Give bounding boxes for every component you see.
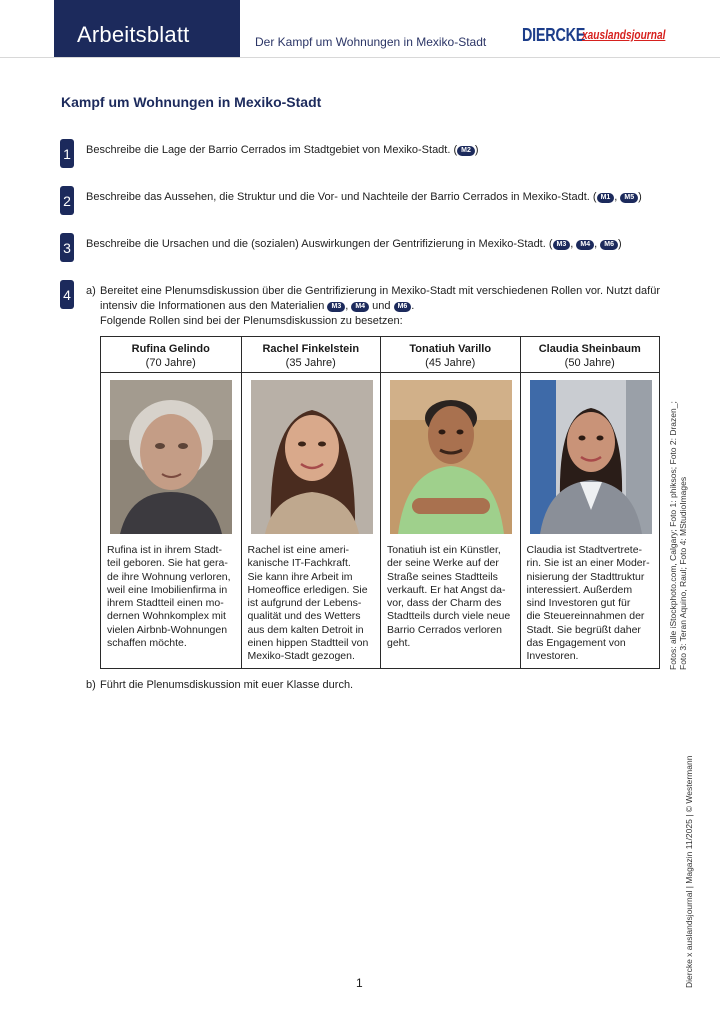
task-4b	[86, 679, 353, 691]
diercke-logo	[522, 25, 666, 47]
roles-table	[100, 336, 660, 669]
task-number-2: 2	[60, 186, 74, 215]
artist-man-photo	[390, 380, 512, 534]
material-badge: M1	[597, 193, 615, 203]
role-name: Claudia Sheinbaum	[538, 343, 641, 355]
role-name: Rachel Finkelstein	[262, 343, 360, 355]
role-name: Tonatiuh Varillo	[409, 343, 492, 355]
role-description: Claudia ist Stadtvertrete- rin. Sie ist an einer Moder- nisierung der Stadttruktur interessiert. Außerdem sind Investoren gut für die Steuereinnahmen der Stadt. Sie begrüßt daher das Engagement von Investoren.	[526, 544, 650, 663]
task-4a: a) Bereitet eine Plenumsdiskussion über die Gentrifizierung in Mexiko-Stadt mit verschiedenen Rollen vor. Nutzt dafür intensiv die Informationen aus den Materialien M3 , M4 und M6 . Folgende Rollen sind bei der Plenumsdiskussion zu besetzen:	[86, 285, 660, 327]
task-4b-text: Führt die Plenumsdiskussion mit euer Klasse durch.	[100, 679, 354, 691]
header-divider	[0, 57, 720, 58]
role-description: Rachel ist eine ameri- kanische IT-Fachkraft. Sie kann ihre Arbeit im Homeoffice erledigen. Sie ist aufgrund der Lebens- qualität und des Wetters aus dem kalten Detroit in einen hippen Stadtteil von Mexiko-Stadt gezogen.	[247, 544, 369, 663]
task-2-text: Beschreibe das Aussehen, die Struktur und die Vor- und Nachteile der Barrio Cerrados in Mexiko-Stadt.	[86, 191, 590, 203]
young-woman-photo	[251, 380, 373, 534]
publication-footer: Diercke x auslandsjournal | Magazin 11/2025 | © Westermann	[684, 755, 694, 988]
role-name: Rufina Gelindo	[131, 343, 210, 355]
task-2: Beschreibe das Aussehen, die Struktur und die Vor- und Nachteile der Barrio Cerrados in Mexiko-Stadt. ( M1 , M5 )	[86, 191, 642, 203]
task-3: Beschreibe die Ursachen und die (sozialen) Auswirkungen der Gentrifizierung in Mexiko-Stadt. ( M3 , M4 , M6 )	[86, 238, 622, 250]
role-card-claudia	[520, 337, 660, 668]
role-header	[521, 337, 660, 373]
material-badge: M2	[457, 146, 475, 156]
task-number-1: 1	[60, 139, 74, 168]
task-number-4: 4	[60, 280, 74, 309]
page-title: Kampf um Wohnungen in Mexiko-Stadt	[61, 94, 322, 110]
role-header	[101, 337, 241, 373]
role-age: (35 Jahre)	[285, 357, 336, 369]
material-badge: M3	[327, 302, 345, 312]
task-1: Beschreibe die Lage der Barrio Cerrados im Stadtgebiet von Mexiko-Stadt. ( M2 )	[86, 144, 479, 156]
role-age: (70 Jahre)	[145, 357, 196, 369]
photo-credit-line-1: Fotos: alle iStockphoto.com, Calgary; Foto 1: phiksos; Foto 2: Drazen_;	[668, 401, 678, 670]
role-description: Rufina ist in ihrem Stadt- teil geboren. Sie hat gera- de ihre Wohnung verloren, weil eine Imobilienfirma in ihrem Stadtteil einen mo- dernen Wohnkomplex mit vielen Airbnb-Wohnungen schaffen möchte.	[107, 544, 231, 650]
role-description: Tonatiuh ist ein Künstler, der seine Werke auf der Straße seines Stadtteils verkauft. Er hat Angst da- vor, dass der Charm des Stadtteils durch viele neue Barrio Cerrados verloren geht.	[387, 544, 511, 650]
role-header	[242, 337, 381, 373]
material-badge: M6	[600, 240, 618, 250]
task-3-text: Beschreibe die Ursachen und die (sozialen) Auswirkungen der Gentrifizierung in Mexiko-Stadt.	[86, 238, 546, 250]
header-band	[54, 0, 240, 57]
role-card-tonatiuh	[380, 337, 520, 668]
task-4a-roles-intro: Folgende Rollen sind bei der Plenumsdiskussion zu besetzen:	[100, 315, 403, 327]
material-badge: M5	[620, 193, 638, 203]
task-4a-and: und	[372, 300, 391, 312]
task-number-3: 3	[60, 233, 74, 262]
material-badge: M4	[576, 240, 594, 250]
header-subtitle: Der Kampf um Wohnungen in Mexiko-Stadt	[255, 35, 487, 49]
role-age: (50 Jahre)	[564, 357, 615, 369]
task-4b-label: b)	[86, 679, 96, 691]
task-4a-text: Bereitet eine Plenumsdiskussion über die Gentrifizierung in Mexiko-Stadt mit verschiedenen Rollen vor. Nutzt dafür intensiv die Informationen aus den Materialien	[100, 285, 660, 312]
page-number: 1	[356, 976, 363, 990]
photo-credit-line-2: Foto 3: Teran Aquino, Raul; Foto 4: MStudioImages	[678, 476, 688, 670]
worksheet-label: Arbeitsblatt	[77, 22, 190, 47]
role-header	[381, 337, 520, 373]
task-4a-label: a)	[86, 285, 96, 297]
task-1-text: Beschreibe die Lage der Barrio Cerrados im Stadtgebiet von Mexiko-Stadt.	[86, 144, 451, 156]
material-badge: M6	[394, 302, 412, 312]
material-badge: M3	[553, 240, 571, 250]
businesswoman-photo	[530, 380, 652, 534]
elderly-woman-photo	[110, 380, 232, 534]
material-badge: M4	[351, 302, 369, 312]
logo-auslandsjournal-text: xauslandsjournal	[582, 27, 666, 42]
role-age: (45 Jahre)	[425, 357, 476, 369]
logo-diercke-text: DIERCKE	[522, 25, 586, 45]
role-card-rachel	[241, 337, 381, 668]
role-card-rufina	[101, 337, 241, 668]
